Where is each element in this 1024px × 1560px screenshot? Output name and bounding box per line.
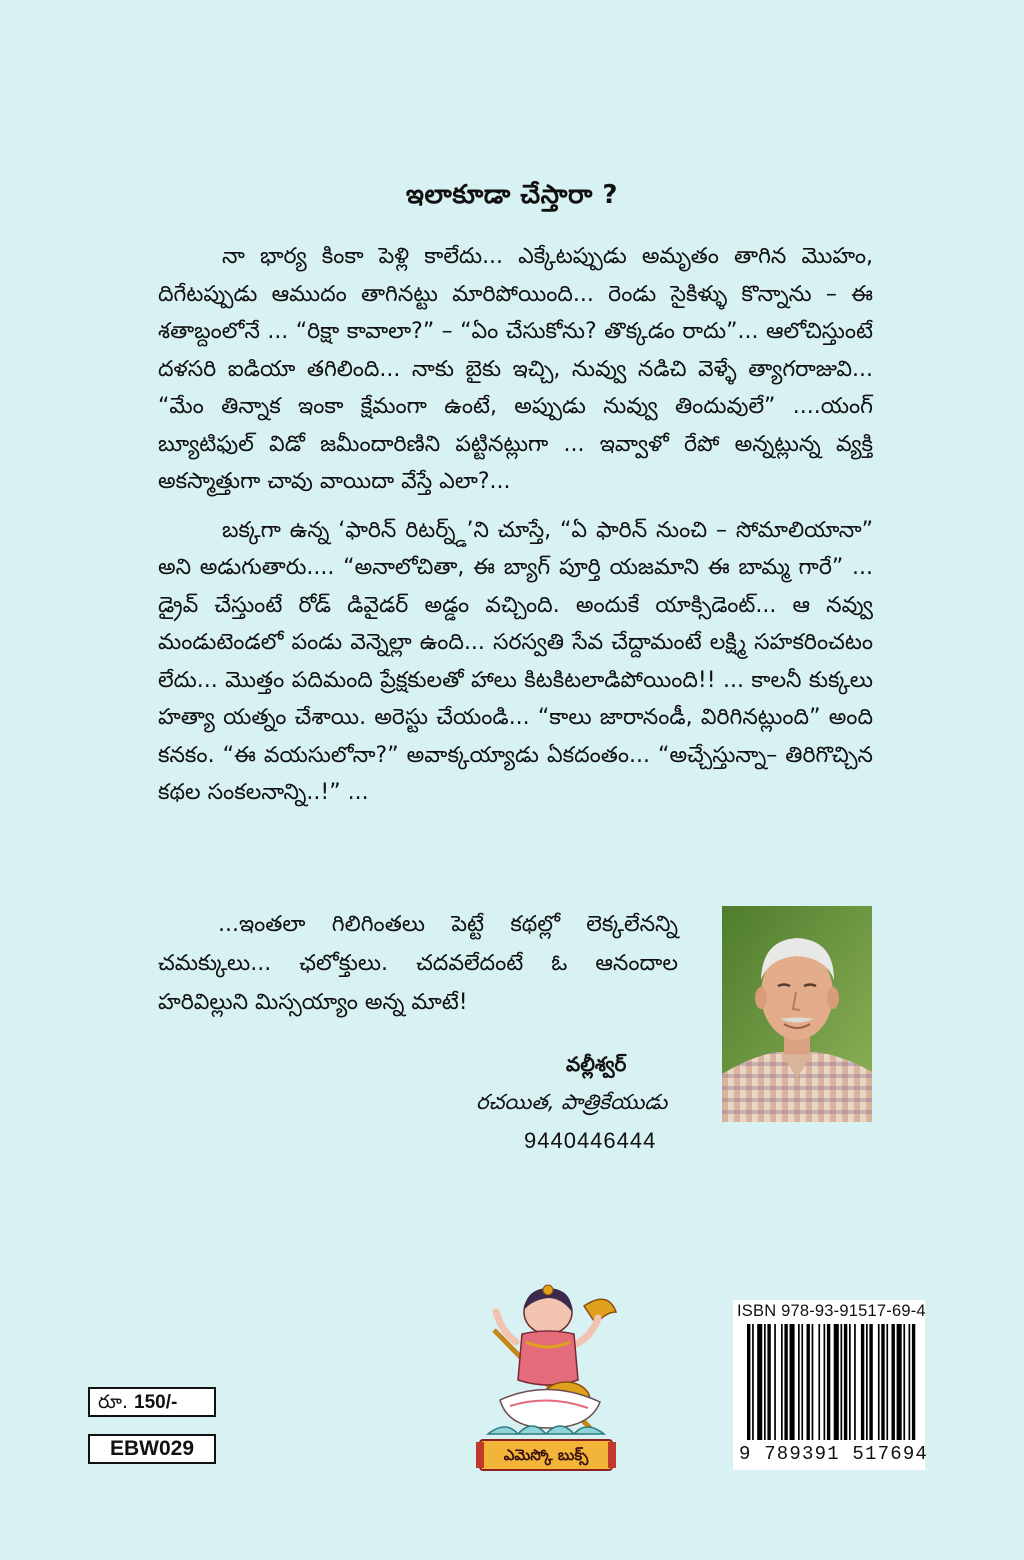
isbn-barcode bbox=[733, 1300, 929, 1470]
blurb-body bbox=[158, 238, 873, 823]
author-portrait-icon bbox=[722, 906, 872, 1122]
blurb-paragraph-1: నా భార్య కింకా పెళ్లి కాలేదు... ఎక్కేటప్పుడు అమృతం తాగిన మొహం, దిగేటప్పుడు ఆముదం తాగినట్టు మారిపోయింది... రెండు సైకిళ్ళు కొన్నాను – ఈ శతాబ్దంలోనే ... “రిక్షా కావాలా?” – “ఏం చేసుకోను? తొక్కడం రాదు”... ఆలోచిస్తుంటే దళసరి ఐడియా తగిలింది... నాకు బైకు ఇచ్చి, నువ్వు నడిచి వెళ్ళే త్యాగరాజువి... “మేం తిన్నాక ఇంకా క్షేమంగా ఉంటే, అప్పుడు నువ్వు తిందువులే” ....యంగ్ బ్యూటిఫుల్ విడో జమీందారిణిని పట్టినట్లుగా ... ఇవ్వాళో రేపో అన్నట్లున్న వ్యక్తి అకస్మాత్తుగా చావు వాయిదా వేస్తే ఎలా?... bbox=[158, 244, 873, 494]
blurb-title: ఇలాకూడా చేస్తారా ? bbox=[406, 180, 618, 210]
blurb-paragraph-2: బక్కగా ఉన్న ‘ఫారిన్ రిటర్న్డ్’ని చూస్తే, “ఏ ఫారిన్ నుంచి – సోమాలియానా” అని అడుగుతారు.... “అనాలోచితా, ఈ బ్యాగ్ పూర్తి యజమాని ఈ బామ్మ గారే” ... డ్రైవ్ చేస్తుంటే రోడ్ డివైడర్ అడ్డం వచ్చింది. అందుకే యాక్సిడెంట్... ఆ నవ్వు మండుటెండలో పండు వెన్నెల్లా ఉంది... సరస్వతి సేవ చేద్దామంటే లక్ష్మి సహకరించటం లేదు... మొత్తం పదిమంది ప్రేక్షకులతో హాలు కిటకిటలాడిపోయింది!! ... కాలనీ కుక్కలు హత్యా యత్నం చేశాయి. అరెస్టు చేయండి... “కాలు జారానండీ, విరిగినట్లుంది” అంది కనకం. “ఈ వయసులోనా?” అవాక్కయ్యాడు ఏకదంతం... “అచ్చేస్తున్నా– తిరిగొచ్చిన కథల సంకలనాన్ని..!” ... bbox=[158, 517, 873, 805]
publisher-logo bbox=[466, 1282, 626, 1477]
author-role: రచయిత, పాత్రికేయుడు bbox=[476, 1090, 668, 1114]
barcode-icon bbox=[733, 1324, 925, 1442]
author-phone: 9440446444 bbox=[524, 1128, 657, 1153]
price-label bbox=[88, 1387, 216, 1417]
author-signature: వల్లీశ్వర్ bbox=[566, 1052, 627, 1076]
isbn-number: ISBN 978-93-91517-69-4 bbox=[737, 1302, 926, 1320]
price-amount: 150/- bbox=[134, 1392, 178, 1413]
closing-paragraph: ...ఇంతలా గిలిగింతలు పెట్టే కథల్లో లెక్కలేనన్ని చమక్కులు... ఛలోక్తులు. చదవలేదంటే ఓ ఆనందాల హరివిల్లుని మిస్సయ్యాం అన్న మాటే! bbox=[158, 912, 678, 1015]
book-code: EBW029 bbox=[88, 1434, 216, 1464]
closing-text bbox=[158, 905, 678, 1022]
price-prefix: రూ. bbox=[98, 1391, 128, 1413]
barcode-digits: 9 789391 517694 bbox=[739, 1443, 929, 1465]
publisher-logo-text: ఎమెస్కో బుక్స్ bbox=[503, 1446, 589, 1464]
author-photo bbox=[722, 906, 872, 1122]
